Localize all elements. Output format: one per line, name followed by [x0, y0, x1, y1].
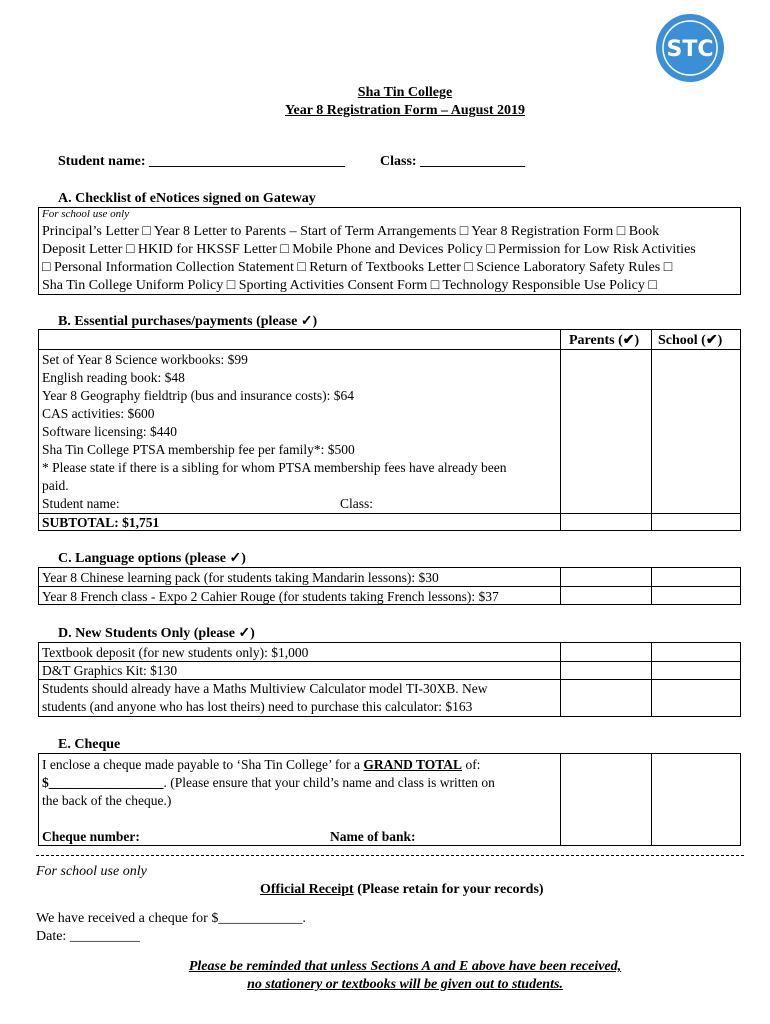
- new-student-item: students (and anyone who has lost theirs) need to purchase this calculator: $163: [42, 699, 473, 714]
- sibling-name-field[interactable]: Student name:: [42, 496, 120, 511]
- new-student-item: Textbook deposit (for new students only): $1,000: [42, 645, 309, 660]
- cut-line: [36, 855, 744, 856]
- form-title: Year 8 Registration Form – August 2019: [284, 103, 526, 118]
- subtotal: SUBTOTAL: $1,751: [42, 515, 160, 530]
- checklist-line[interactable]: □ Personal Information Collection Statement □ Return of Textbooks Letter □ Science Laboratory Safety Rules □: [42, 260, 673, 275]
- reminder-line-2: no stationery or textbooks will be given out to students.: [247, 977, 563, 992]
- new-student-item: Students should already have a Maths Multiview Calculator model TI-30XB. New: [42, 681, 488, 696]
- bank-name-field[interactable]: Name of bank:: [330, 829, 416, 844]
- grand-total-amount-field[interactable]: $_________________: [42, 775, 164, 790]
- school-column-header: School (✔): [658, 333, 723, 348]
- checklist-line[interactable]: Deposit Letter □ HKID for HKSSF Letter □ Mobile Phone and Devices Policy □ Permission for Low Risk Activities: [42, 242, 696, 257]
- reminder-line-1: Please be reminded that unless Sections A and E above have been received,: [188, 959, 622, 974]
- language-item: Year 8 Chinese learning pack (for students taking Mandarin lessons): $30: [42, 570, 439, 585]
- section-e-heading: E. Cheque: [58, 737, 121, 752]
- purchase-item: Set of Year 8 Science workbooks: $99: [42, 352, 248, 367]
- checklist-line[interactable]: Principal’s Letter □ Year 8 Letter to Parents – Start of Term Arrangements □ Year 8 Registration Form □ Book: [42, 224, 660, 239]
- cheque-note: the back of the cheque.): [42, 793, 172, 808]
- section-b-heading: B. Essential purchases/payments (please ✓): [58, 314, 318, 329]
- school-name: Sha Tin College: [357, 85, 453, 100]
- purchase-item: Software licensing: $440: [42, 424, 177, 439]
- grand-total-label: GRAND TOTAL: [363, 757, 463, 772]
- school-logo: [654, 12, 726, 84]
- sibling-class-field[interactable]: Class:: [340, 496, 374, 511]
- class-field[interactable]: Class: _______________: [380, 154, 526, 169]
- purchase-item: English reading book: $48: [42, 370, 185, 385]
- purchase-item: Year 8 Geography fieldtrip (bus and insurance costs): $64: [42, 388, 355, 403]
- receipt-note: For school use only: [36, 864, 147, 879]
- sibling-note: * Please state if there is a sibling for whom PTSA membership fees have already been: [42, 460, 507, 475]
- cheque-received-field[interactable]: We have received a cheque for $____________.: [36, 911, 306, 926]
- checklist-line[interactable]: Sha Tin College Uniform Policy □ Sporting Activities Consent Form □ Technology Responsible Use Policy □: [42, 278, 657, 293]
- section-a-note: For school use only: [42, 208, 130, 220]
- svg-text:STC: STC: [666, 37, 714, 62]
- purchase-item: Sha Tin College PTSA membership fee per family*: $500: [42, 442, 355, 457]
- receipt-title: Official Receipt (Please retain for your records): [260, 882, 544, 897]
- section-d-heading: D. New Students Only (please ✓): [58, 626, 255, 641]
- purchase-item: CAS activities: $600: [42, 406, 155, 421]
- receipt-date-field[interactable]: Date: __________: [36, 929, 140, 944]
- sibling-note-cont: paid.: [42, 478, 69, 493]
- parents-column-header: Parents (✔): [569, 333, 640, 348]
- cheque-number-field[interactable]: Cheque number:: [42, 829, 140, 844]
- language-item: Year 8 French class - Expo 2 Cahier Rouge (for students taking French lessons): $37: [42, 589, 499, 604]
- new-student-item: D&T Graphics Kit: $130: [42, 663, 178, 678]
- cheque-amount-line: $_________________. (Please ensure that your child’s name and class is written on: [42, 775, 495, 790]
- section-c-heading: C. Language options (please ✓): [58, 551, 246, 566]
- section-a-heading: A. Checklist of eNotices signed on Gateway: [58, 191, 316, 206]
- student-name-field[interactable]: Student name: ____________________________: [58, 154, 346, 169]
- cheque-statement: I enclose a cheque made payable to ‘Sha Tin College’ for a GRAND TOTAL of:: [42, 757, 481, 772]
